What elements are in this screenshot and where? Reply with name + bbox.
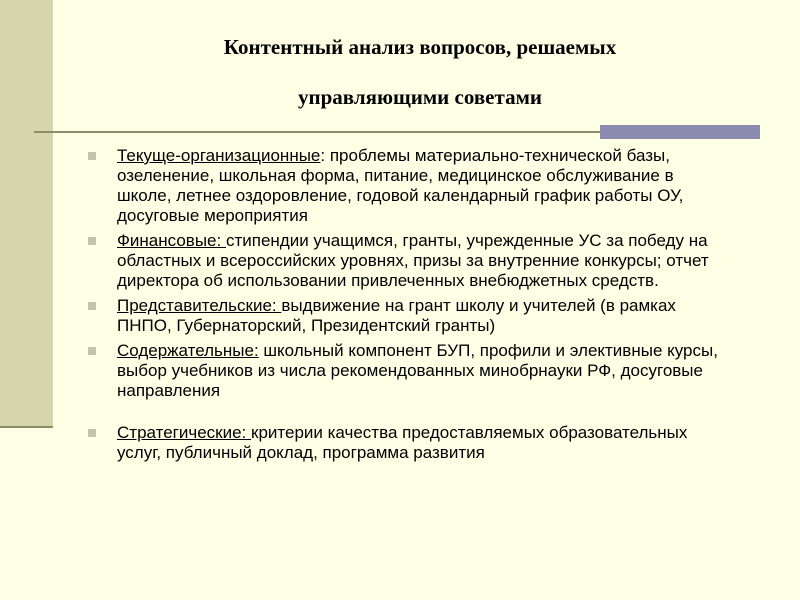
bullet-item-strategic (88, 423, 728, 463)
slide-title (60, 22, 780, 122)
bullet-category: Представительские: (117, 296, 282, 315)
bullet-item-representative (88, 296, 728, 336)
bullet-square-icon (88, 152, 96, 160)
title-accent-bar (600, 125, 760, 139)
slide-title-line-1: Контентный анализ вопросов, решаемых (223, 35, 617, 59)
bullet-item-financial (88, 231, 728, 291)
bullet-text: критерии качества предоставляемых образовательных услуг, публичный доклад, программа развития (117, 423, 688, 462)
slide-title-line-2: управляющими советами (298, 85, 542, 109)
bullet-list (88, 146, 728, 468)
bullet-item-content (88, 341, 728, 401)
bullet-text: школьный компонент БУП, профили и элективные курсы, выбор учебников из числа рекомендованных минобрнауки РФ, досуговые направления (117, 341, 718, 400)
bullet-text: : проблемы материально-технической базы, озеленение, школьная форма, питание, медицинское обслуживание в школе, летнее оздоровление, годовой календарный график работы ОУ, досуговые мероприятия (117, 146, 684, 225)
bullet-category: Финансовые: (117, 231, 226, 250)
bullet-square-icon (88, 347, 96, 355)
bullet-square-icon (88, 302, 96, 310)
side-decor-band (0, 0, 53, 426)
side-decor-line (0, 426, 53, 428)
bullet-category: Стратегические: (117, 423, 251, 442)
bullet-text: выдвижение на грант школу и учителей (в рамках ПНПО, Губернаторский, Президентский гранты) (117, 296, 676, 335)
title-underline (34, 131, 600, 133)
bullet-category: Текуще-организационные (117, 146, 321, 165)
bullet-square-icon (88, 237, 96, 245)
bullet-category: Содержательные: (117, 341, 259, 360)
bullet-item-organizational (88, 146, 728, 226)
bullet-square-icon (88, 429, 96, 437)
bullet-text: стипендии учащимся, гранты, учрежденные УС за победу на областных и всероссийских уровнях, призы за внутренние конкурсы; отчет директора об использовании привлеченных внебюджетных средств. (117, 231, 709, 290)
